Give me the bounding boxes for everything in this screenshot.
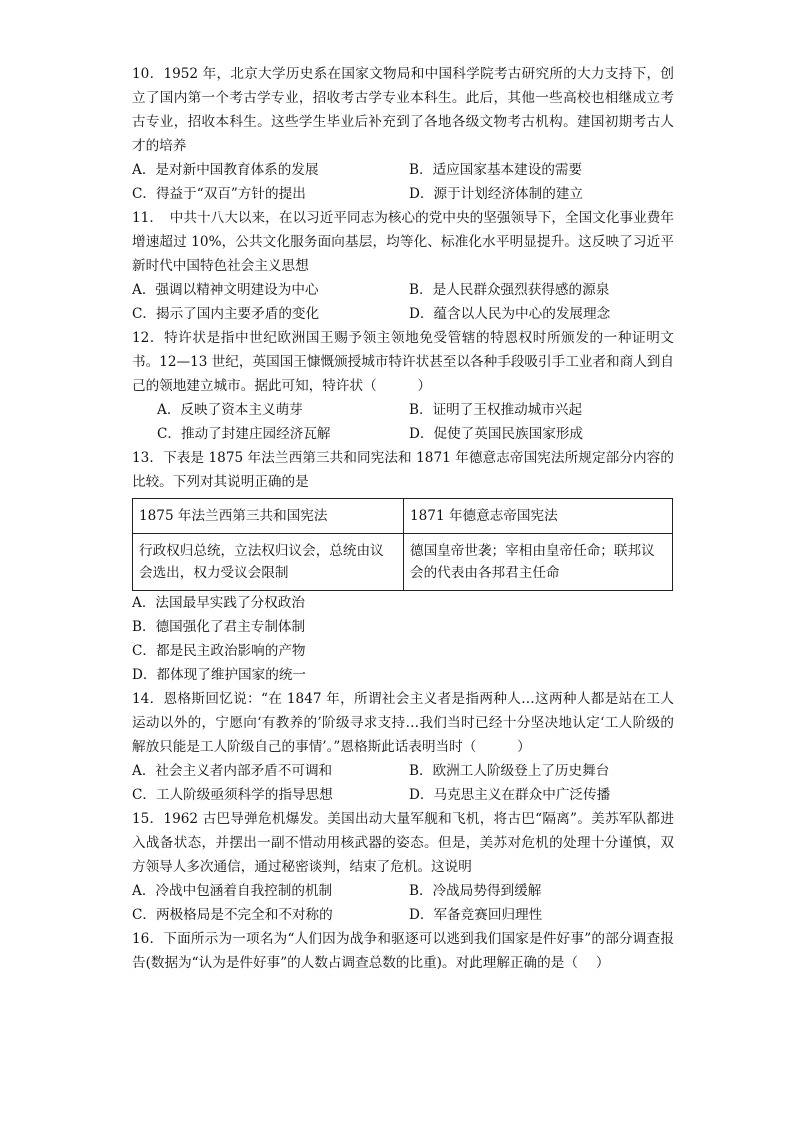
question-15-option-a[interactable]: A．冷战中包涵着自我控制的机制 [132,883,333,899]
question-12-option-c[interactable]: C．推动了封建庄园经济瓦解 [157,426,331,442]
table-cell-france: 行政权归总统，立法权归议会，总统由议会选出，权力受议会限制 [133,534,404,591]
table-cell-germany: 德国皇帝世袭；宰相由皇帝任命；联邦议会的代表由各邦君主任命 [404,534,673,591]
comparison-table [132,498,673,591]
table-header-row [133,499,673,534]
question-10-option-d[interactable]: D．源于计划经济体制的建立 [409,186,584,202]
question-10-options-row-1 [132,158,674,182]
question-15-options-row-1 [132,879,674,903]
table-row [133,534,673,591]
question-11-options-row-2 [132,302,674,326]
question-11-option-a[interactable]: A．强调以精神文明建设为中心 [132,282,319,298]
question-12-option-a[interactable]: A．反映了资本主义萌芽 [157,402,303,418]
question-12-options-row-1 [132,398,674,422]
question-13-stem: 13．下表是 1875 年法兰西第三共和同宪法和 1871 年德意志帝国宪法所规定部分内容的比较。下列对其说明正确的是 [132,450,674,490]
table-header-germany: 1871 年德意志帝国宪法 [404,499,673,534]
question-12-options-row-2 [132,422,674,446]
question-15-option-c[interactable]: C．两极格局是不完全和不对称的 [132,907,333,923]
question-11-option-c[interactable]: C．揭示了国内主要矛盾的变化 [132,306,320,322]
question-14-option-d[interactable]: D．马克思主义在群众中广泛传播 [409,787,611,803]
question-13-option-d[interactable]: D．都体现了维护国家的统一 [132,667,307,683]
question-16-stem: 16．下面所示为一项名为“人们因为战争和驱逐可以逃到我们国家是件好事”的部分调查报告(数据为“认为是件好事”的人数占调查总数的比重)。对此理解正确的是（ ） [132,931,674,971]
question-11-options-row-1 [132,278,674,302]
question-10-options-row-2 [132,182,674,206]
question-13-option-a[interactable]: A．法国最早实践了分权政治 [132,595,305,611]
question-11-stem: 11． 中共十八大以来，在以习近平同志为核心的党中央的坚强领导下，全国文化事业费年增速超过 10%，公共文化服务面向基层，均等化、标准化水平明显提升。这反映了习近平新时代中国特色社会主义思想 [132,210,674,274]
question-13-option-b[interactable]: B．德国强化了君主专制体制 [132,619,306,635]
question-14-options-row-2 [132,783,674,807]
question-14-option-b[interactable]: B．欧洲工人阶级登上了历史舞台 [409,763,610,779]
question-15-option-b[interactable]: B．冷战局势得到缓解 [409,883,542,899]
question-11-option-d[interactable]: D．蕴含以人民为中心的发展理念 [409,306,611,322]
question-10-option-a[interactable]: A．是对新中国教育体系的发展 [132,162,319,178]
question-12-stem: 12．特许状是指中世纪欧洲国王赐予领主领地免受管辖的特恩权时所颁发的一种证明文书。12—13 世纪，英国国王慷慨颁授城市特许状甚至以各种手段吸引手工业者和商人到自己的领地建立城市。据此可知，特许状（ ） [132,330,674,394]
question-10-option-b[interactable]: B．适应国家基本建设的需要 [409,162,583,178]
question-10-stem: 10．1952 年，北京大学历史系在国家文物局和中国科学院考古研究所的大力支持下，创立了国内第一个考古学专业，招收考古学专业本科生。此后，其他一些高校也相继成立考古专业，招收本科生。这些学生毕业后补充到了各地各级文物考古机构。建国初期考古人才的培养 [132,66,674,154]
question-14-options-row-1 [132,759,674,783]
question-12-option-b[interactable]: B．证明了王权推动城市兴起 [409,402,583,418]
question-10-option-c[interactable]: C．得益于“双百”方针的提出 [132,186,306,202]
question-14-stem: 14．恩格斯回忆说：“在 1847 年，所谓社会主义者是指两种人…这两种人都是站在工人运动以外的，宁愿向‘有教养的’阶级寻求支持…我们当时已经十分坚决地认定‘工人阶级的解放只能是工人阶级自己的事情’。”恩格斯此话表明当时（ ） [132,691,674,755]
question-14-option-c[interactable]: C．工人阶级亟须科学的指导思想 [132,787,333,803]
question-15-option-d[interactable]: D．军备竞赛回归理性 [409,907,543,923]
exam-page [132,62,674,975]
table-header-france: 1875 年法兰西第三共和国宪法 [133,499,404,534]
question-11-option-b[interactable]: B．是人民群众强烈获得感的源泉 [409,282,610,298]
question-15-stem: 15．1962 古巴导弹危机爆发。美国出动大量军舰和飞机，将古巴“隔离”。美苏军队都进入战备状态，并摆出一副不惜动用核武器的姿态。但是，美苏对危机的处理十分谨慎，双方领导人多次通信，通过秘密谈判，结束了危机。这说明 [132,811,674,875]
question-15-options-row-2 [132,903,674,927]
question-12-option-d[interactable]: D．促使了英国民族国家形成 [409,426,584,442]
question-13-option-c[interactable]: C．都是民主政治影响的产物 [132,643,306,659]
question-14-option-a[interactable]: A．社会主义者内部矛盾不可调和 [132,763,333,779]
